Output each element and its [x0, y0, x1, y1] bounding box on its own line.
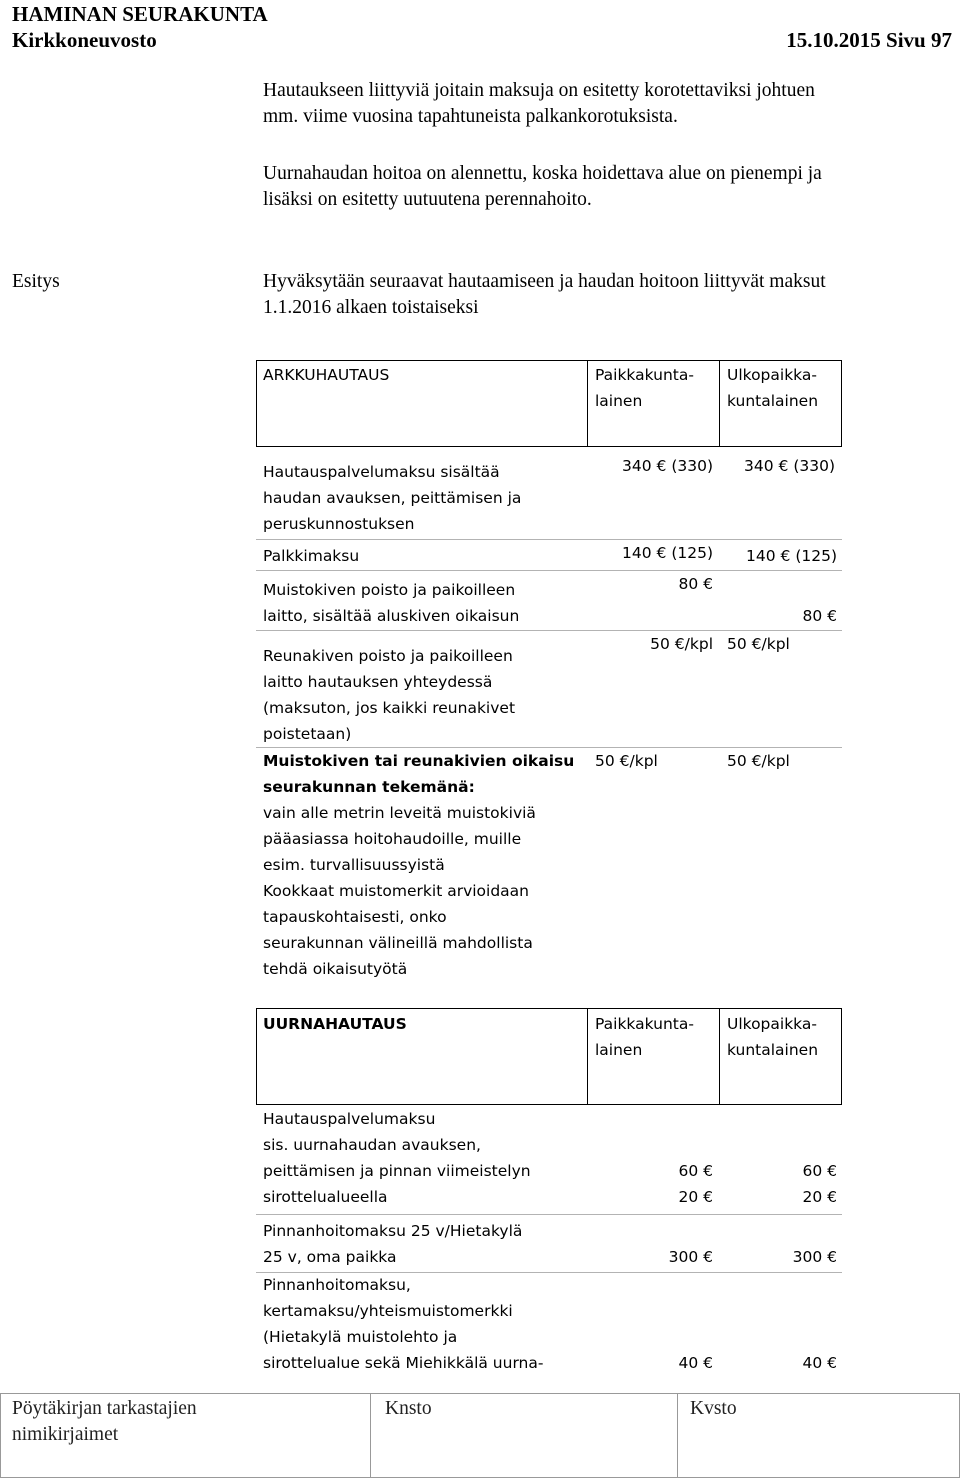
urn-left-border: [256, 1008, 257, 1105]
arkku-row5-nonlocal-fee: 50 €/kpl: [727, 752, 790, 770]
urn-row1-local-fee-a: 60 €: [678, 1162, 713, 1180]
arkku-row1-local-fee: 340 € (330): [622, 457, 713, 475]
urn-local-header-line-2: lainen: [595, 1041, 643, 1059]
footer-divider-2: [677, 1393, 678, 1478]
arkku-row1-label-line-1: Hautauspalvelumaksu sisältää: [263, 463, 500, 481]
organization-name: HAMINAN SEURAKUNTA: [12, 2, 268, 26]
arkku-row3-label-line-1: Muistokiven poisto ja paikoilleen: [263, 581, 516, 599]
urn-col-divider-1: [587, 1008, 588, 1105]
arkku-row5-local-fee: 50 €/kpl: [595, 752, 658, 770]
inspectors-initials-label-line-1: Pöytäkirjan tarkastajien: [12, 1398, 197, 1419]
urn-row3-nonlocal-fee: 40 €: [802, 1354, 837, 1372]
footer-top-border: [0, 1393, 960, 1394]
arkku-row4-nonlocal-fee: 50 €/kpl: [727, 635, 790, 653]
urn-row2-local-fee: 300 €: [668, 1248, 713, 1266]
proposal-label: Esitys: [12, 271, 60, 292]
urn-right-border: [841, 1008, 842, 1105]
urn-nonlocal-header-line-2: kuntalainen: [727, 1041, 819, 1059]
urn-local-header-line-1: Paikkakunta-: [595, 1015, 694, 1033]
arkku-row4-label-line-1: Reunakiven poisto ja paikoilleen: [263, 647, 513, 665]
inspectors-initials-label-line-2: nimikirjaimet: [12, 1424, 119, 1445]
row-divider: [256, 570, 842, 571]
urn-row3-label-line-4: sirottelualue sekä Miehikkälä uurna-: [263, 1354, 544, 1372]
row-divider: [256, 1214, 842, 1215]
committee-name: Kirkkoneuvosto: [12, 28, 157, 52]
urn-row2-label-line-1: Pinnanhoitomaksu 25 v/Hietakylä: [263, 1222, 523, 1240]
date-and-page: 15.10.2015 Sivu 97: [786, 28, 952, 52]
urn-nonlocal-header-line-1: Ulkopaikka-: [727, 1015, 817, 1033]
arkku-row5-label-line-5: esim. turvallisuussyistä: [263, 856, 445, 874]
urn-row2-nonlocal-fee: 300 €: [792, 1248, 837, 1266]
arkku-row3-label-line-2: laitto, sisältää aluskiven oikaisun: [263, 607, 520, 625]
intro-paragraph-1-line-1: Hautaukseen liittyviä joitain maksuja on esitetty korotettaviksi johtuen: [263, 80, 815, 101]
arkku-row4-label-line-4: poistetaan): [263, 725, 352, 743]
urn-row3-label-line-1: Pinnanhoitomaksu,: [263, 1276, 411, 1294]
non-resident-header-line-1: Ulkopaikka-: [727, 366, 817, 384]
coffin-burial-title: ARKKUHAUTAUS: [263, 366, 390, 384]
urn-col-divider-2: [719, 1008, 720, 1105]
arkku-row5-label-line-9: tehdä oikaisutyötä: [263, 960, 408, 978]
urn-header-top: [256, 1008, 842, 1009]
urn-row1-label-line-1: Hautauspalvelumaksu: [263, 1110, 436, 1128]
table-col-divider-1: [587, 360, 588, 446]
church-council-initials: Knsto: [385, 1398, 432, 1419]
arkku-row5-label-line-2: seurakunnan tekemänä:: [263, 778, 475, 796]
parish-council-initials: Kvsto: [690, 1398, 737, 1419]
urn-row1-local-fee-b: 20 €: [678, 1188, 713, 1206]
arkku-row2-local-fee: 140 € (125): [622, 544, 713, 562]
arkku-row1-label-line-3: peruskunnostuksen: [263, 515, 415, 533]
urn-row3-local-fee: 40 €: [678, 1354, 713, 1372]
intro-paragraph-2-line-1: Uurnahaudan hoitoa on alennettu, koska hoidettava alue on pienempi ja: [263, 163, 822, 184]
urn-row1-nonlocal-fee-b: 20 €: [802, 1188, 837, 1206]
table-header-bottom: [256, 446, 842, 447]
urn-row3-label-line-3: (Hietakylä muistolehto ja: [263, 1328, 458, 1346]
arkku-row5-label-line-8: seurakunnan välineillä mahdollista: [263, 934, 533, 952]
urn-row1-nonlocal-fee-a: 60 €: [802, 1162, 837, 1180]
local-resident-header-line-2: lainen: [595, 392, 643, 410]
intro-paragraph-1-line-2: mm. viime vuosina tapahtuneista palkankorotuksista.: [263, 106, 678, 127]
urn-row3-label-line-2: kertamaksu/yhteismuistomerkki: [263, 1302, 513, 1320]
table-left-border-top: [256, 360, 257, 446]
non-resident-header-line-2: kuntalainen: [727, 392, 819, 410]
urn-row1-label-line-4: sirottelualueella: [263, 1188, 388, 1206]
intro-paragraph-2-line-2: lisäksi on esitetty uutuutena perennahoito.: [263, 189, 592, 210]
arkku-row5-label-line-7: tapauskohtaisesti, onko: [263, 908, 447, 926]
arkku-row4-label-line-2: laitto hautauksen yhteydessä: [263, 673, 493, 691]
arkku-row2-label: Palkkimaksu: [263, 547, 360, 565]
arkku-row3-local-fee: 80 €: [678, 575, 713, 593]
urn-row1-label-line-2: sis. uurnahaudan avauksen,: [263, 1136, 481, 1154]
arkku-row4-label-line-3: (maksuton, jos kaikki reunakivet: [263, 699, 516, 717]
urn-row1-label-line-3: peittämisen ja pinnan viimeistelyn: [263, 1162, 531, 1180]
row-divider: [256, 539, 842, 540]
proposal-text-line-2: 1.1.2016 alkaen toistaiseksi: [263, 297, 479, 318]
arkku-row5-label-line-4: pääasiassa hoitohaudoille, muille: [263, 830, 522, 848]
arkku-row3-nonlocal-fee: 80 €: [802, 607, 837, 625]
proposal-text-line-1: Hyväksytään seuraavat hautaamiseen ja haudan hoitoon liittyvät maksut: [263, 271, 826, 292]
arkku-row1-nonlocal-fee: 340 € (330): [744, 457, 835, 475]
urn-header-bottom: [256, 1104, 842, 1105]
urn-burial-title: UURNAHAUTAUS: [263, 1015, 407, 1033]
arkku-row5-label-line-1: Muistokiven tai reunakivien oikaisu: [263, 752, 575, 770]
table-top-border: [256, 360, 842, 361]
footer-left-border: [0, 1393, 1, 1478]
table-right-border-top: [841, 360, 842, 446]
urn-row2-label-line-2: 25 v, oma paikka: [263, 1248, 397, 1266]
local-resident-header-line-1: Paikkakunta-: [595, 366, 694, 384]
footer-divider-1: [370, 1393, 371, 1478]
arkku-row4-local-fee: 50 €/kpl: [650, 635, 713, 653]
arkku-row2-nonlocal-fee: 140 € (125): [746, 547, 837, 565]
arkku-row5-label-line-6: Kookkaat muistomerkit arvioidaan: [263, 882, 529, 900]
arkku-row5-label-line-3: vain alle metrin leveitä muistokiviä: [263, 804, 536, 822]
arkku-row1-label-line-2: haudan avauksen, peittämisen ja: [263, 489, 522, 507]
table-col-divider-2: [719, 360, 720, 446]
